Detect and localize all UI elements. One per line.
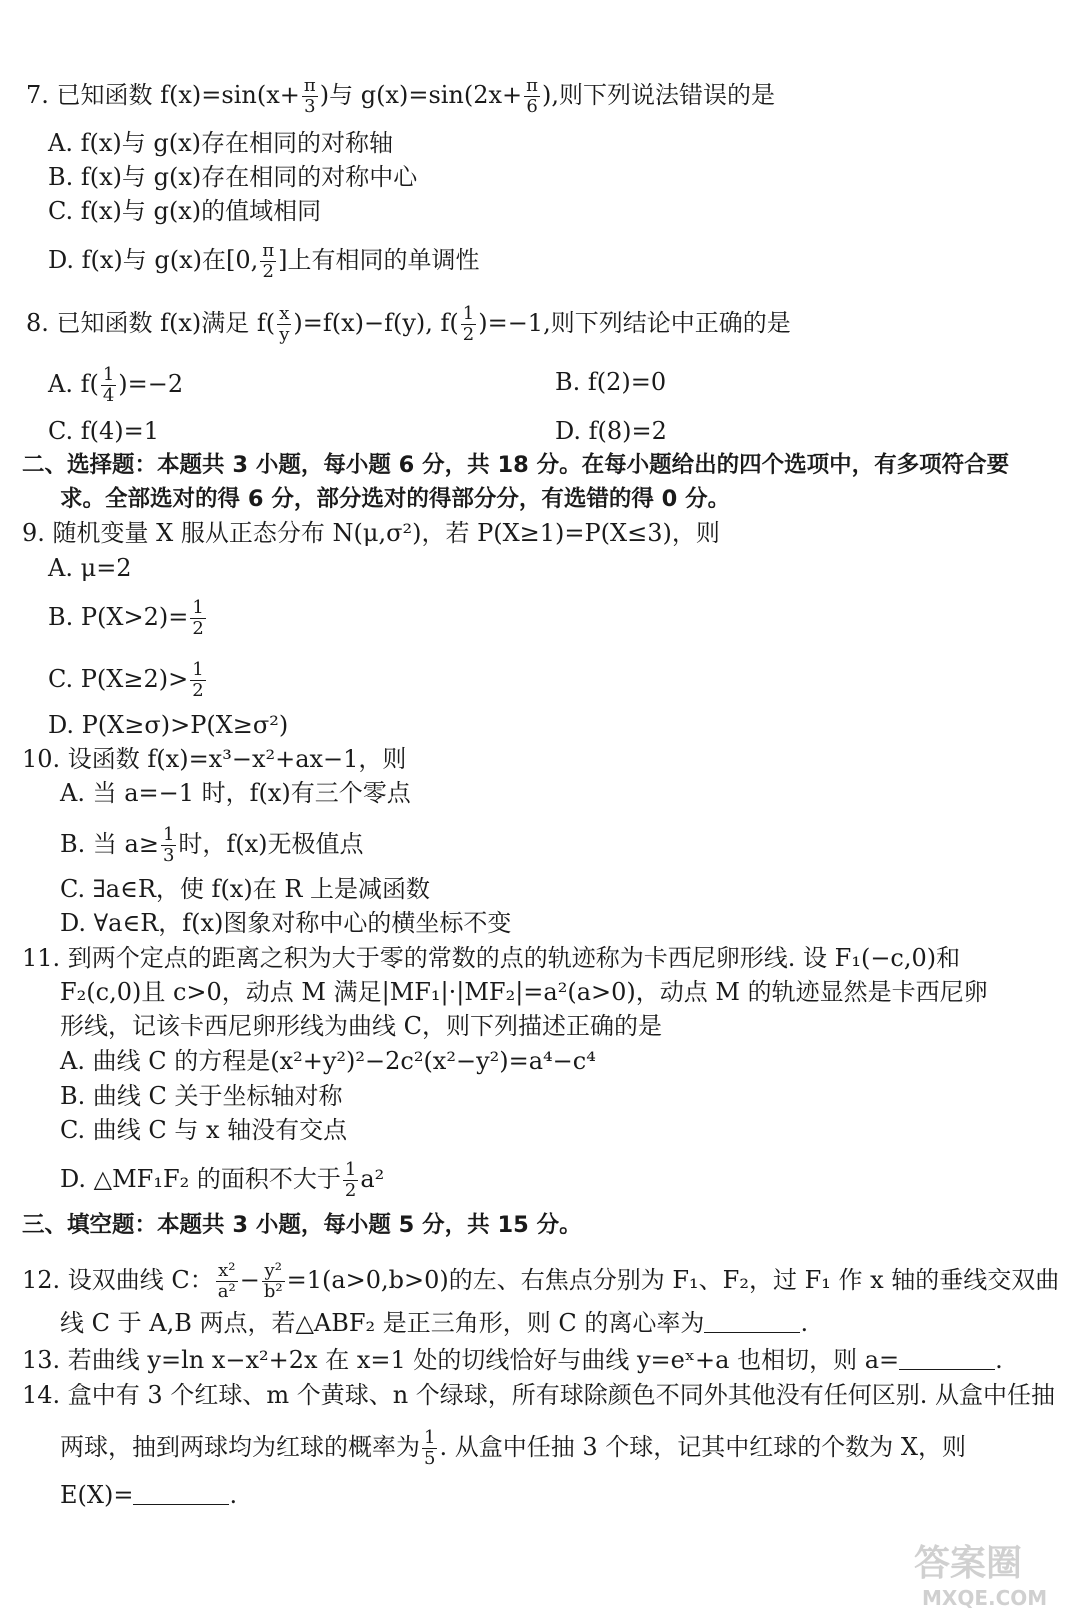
q7-option-d-frac: $\frac{\pi}{2}$ [262,240,275,282]
q14-stem-line3: E(X)= . [60,1481,238,1509]
section2-heading-line2: 求。全部选对的得 6 分，部分选对的得部分分，有选错的得 0 分。 [60,486,731,512]
q14-frac: $\frac{1}{5}$ [424,1427,436,1469]
q8-option-a-frac: $\frac{1}{4}$ [102,364,115,406]
section3-heading: 三、填空题：本题共 3 小题，每小题 5 分，共 15 分。 [22,1212,582,1238]
q10-option-a: A. 当 a=−1 时，f(x)有三个零点 [60,779,411,807]
logo-text: 答案圈 [914,1543,1023,1584]
q7-stem-c: ),则下列说法错误的是 [542,81,776,109]
q11-stem-line3: 形线，记该卡西尼卵形线为曲线 C，则下列描述正确的是 [60,1012,662,1040]
q7-stem-b: )与 g(x)=sin(2x+ [319,81,523,109]
q10-option-b: B. 当 a≥ $\frac{1}{3}$ 时，f(x)无极值点 [60,824,364,866]
q11-option-c: C. 曲线 C 与 x 轴没有交点 [60,1116,348,1144]
q10-option-b-frac: $\frac{1}{3}$ [162,824,175,866]
q12-stem-line2: 线 C 于 A,B 两点，若△ABF₂ 是正三角形，则 C 的离心率为 . [60,1309,809,1337]
q8-option-d: D. f(8)=2 [555,417,667,445]
q9-option-b-frac: $\frac{1}{2}$ [192,597,204,639]
q14-stem-line1: 14. 盒中有 3 个红球、m 个黄球、n 个绿球，所有球除颜色不同外其他没有任何区别. 从盒中任抽 [22,1381,1056,1409]
q10-option-d: D. ∀a∈R，f(x)图象对称中心的横坐标不变 [60,909,512,937]
answer-blank[interactable] [133,1480,229,1505]
q8-stem: 8. 已知函数 f(x)满足 f( $\frac{x}{y}$ )=f(x)−f(y), f( $\frac{1}{2}$ )=−1,则下列结论中正确的是 [26,303,791,345]
q7-frac1: $\frac{\pi}{3}$ [303,75,316,117]
q9-option-d: D. P(X≥σ)>P(X≥σ²) [48,711,289,739]
q7-stem [26,76,775,117]
answer-blank[interactable] [704,1308,800,1333]
q7-option-b: B. f(x)与 g(x)存在相同的对称中心 [48,163,418,191]
q9-option-a: A. μ=2 [48,554,132,582]
q10-option-c: C. ∃a∈R，使 f(x)在 R 上是减函数 [60,875,431,903]
q11-option-d-frac: $\frac{1}{2}$ [344,1159,357,1201]
q8-option-b: B. f(2)=0 [555,368,667,396]
q10-stem: 10. 设函数 f(x)=x³−x²+ax−1，则 [22,745,407,773]
logo-url: MXQE.COM [922,1586,1048,1610]
q7-frac2: $\frac{\pi}{6}$ [526,75,539,117]
q12-stem-line1: 12. 设双曲线 C： $\frac{\text{x²}}{\text{a²}}$ − $\frac{\text{y²}}{\text{b²}}$ =1(a>0,b>0)的左、右焦点分别为 F₁、F₂，过 F₁ 作 x 轴的垂线交双曲 [22,1260,1060,1302]
q11-option-b: B. 曲线 C 关于坐标轴对称 [60,1082,343,1110]
section2-heading-line1: 二、选择题：本题共 3 小题，每小题 6 分，共 18 分。在每小题给出的四个选项中，有多项符合要 [22,452,1010,478]
q13-stem: 13. 若曲线 y=ln x−x²+2x 在 x=1 处的切线恰好与曲线 y=eˣ+a 也相切，则 a= . [22,1346,1003,1374]
q12-frac2: $\frac{\text{y²}}{\text{b²}}$ [263,1260,283,1302]
q8-frac1: $\frac{x}{y}$ [279,303,290,345]
q11-stem-line1: 11. 到两个定点的距离之积为大于零的常数的点的轨迹称为卡西尼卵形线. 设 F₁(−c,0)和 [22,944,961,972]
q9-option-c-frac: $\frac{1}{2}$ [192,659,204,701]
q7-stem-a: 7. 已知函数 f(x)=sin(x+ [26,81,300,109]
q7-option-a: A. f(x)与 g(x)存在相同的对称轴 [48,129,393,157]
answer-blank[interactable] [899,1345,995,1370]
q9-option-b: B. P(X>2)= $\frac{1}{2}$ [48,597,204,639]
q11-stem-line2: F₂(c,0)且 c>0，动点 M 满足|MF₁|·|MF₂|=a²(a>0)，动点 M 的轨迹显然是卡西尼卵 [60,978,988,1006]
q11-option-a: A. 曲线 C 的方程是(x²+y²)²−2c²(x²−y²)=a⁴−c⁴ [60,1047,596,1075]
q9-option-c: C. P(X≥2)> $\frac{1}{2}$ [48,659,204,701]
q8-option-c: C. f(4)=1 [48,417,160,445]
site-logo [908,1531,1058,1613]
q14-stem-line2: 两球，抽到两球均为红球的概率为 $\frac{1}{5}$ . 从盒中任抽 3 个球，记其中红球的个数为 X，则 [60,1427,966,1469]
q7-option-c: C. f(x)与 g(x)的值域相同 [48,197,322,225]
q11-option-d: D. △MF₁F₂ 的面积不大于 $\frac{1}{2}$ a² [60,1159,385,1201]
q9-stem: 9. 随机变量 X 服从正态分布 N(μ,σ²)，若 P(X≥1)=P(X≤3)，则 [22,519,720,547]
q12-frac1: $\frac{\text{x²}}{\text{a²}}$ [217,1260,236,1302]
q8-option-a: A. f( $\frac{1}{4}$ )=−2 [48,364,184,406]
q7-option-d: D. f(x)与 g(x)在[0, $\frac{\pi}{2}$ ]上有相同的单调性 [48,240,480,282]
q8-frac2: $\frac{1}{2}$ [462,303,475,345]
watermark [245,359,271,412]
